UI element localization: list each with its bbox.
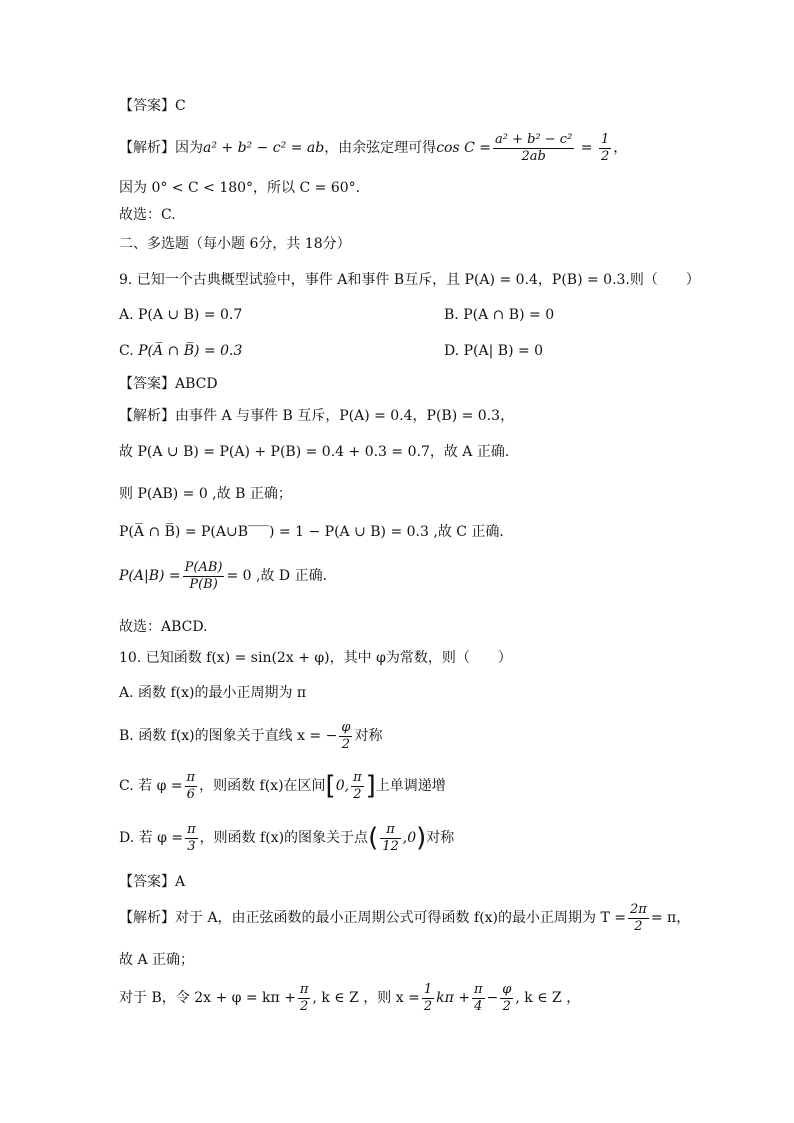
numerator: π xyxy=(299,981,309,997)
choice-q9: 故选：ABCD. xyxy=(119,619,208,635)
q9-analysis-4: P(A̅ ∩ B̅) = P(A∪B‾‾‾) = 1 − P(A ∪ B) = 0.3 ,故 C 正确. xyxy=(119,524,504,540)
numerator: 1 xyxy=(423,981,433,997)
fraction xyxy=(185,822,198,855)
interval-left: 0, xyxy=(335,778,350,794)
q10-option-d: D. 若 φ = $\frac{\pi}{3}$ ，则函数 f(x)的图象关于点( $\frac{\pi}{12}$ ,0)对称 xyxy=(119,821,455,854)
denominator: 2 xyxy=(298,998,311,1015)
numerator: 2π xyxy=(629,901,647,917)
point-right: ,0 xyxy=(402,830,417,846)
q9-analysis-1: 【解析】由事件 A 与事件 B 互斥，P(A) = 0.4，P(B) = 0.3， xyxy=(119,408,515,424)
answer-q8: 【答案】C xyxy=(119,98,186,114)
text: = 0 ,故 D 正确. xyxy=(226,568,328,584)
answer-q10: 【答案】A xyxy=(119,874,186,890)
denominator: P(B) xyxy=(183,576,225,593)
text: 对于 B，令 2x + φ = kπ + xyxy=(119,990,296,1006)
denominator: 6 xyxy=(185,786,198,803)
numerator: π xyxy=(187,821,196,837)
fraction xyxy=(500,982,513,1015)
denominator: 2 xyxy=(628,918,649,935)
fraction xyxy=(493,132,574,165)
fraction xyxy=(472,982,485,1015)
text: ，由余弦定理可得 xyxy=(324,140,437,156)
q9-option-a: A. P(A ∪ B) = 0.7 xyxy=(119,307,243,323)
numerator: π xyxy=(386,821,395,837)
numerator: φ xyxy=(502,981,512,997)
numerator: φ xyxy=(341,719,351,735)
q9-analysis-5 xyxy=(119,558,327,594)
fraction-half xyxy=(599,132,611,165)
numerator: a² + b² − c² xyxy=(494,131,573,147)
denominator: 3 xyxy=(185,838,198,855)
denominator: 2 xyxy=(339,736,352,753)
text: C. 若 φ = xyxy=(119,778,183,794)
q10-analysis-1 xyxy=(119,900,690,936)
analysis-q8: 【解析】因为a² + b² − c² = ab，由余弦定理可得cos C = $\frac{\text{a² + b² − c²}}{2ab}$ = $\frac{1}{2}$ ， xyxy=(119,131,628,164)
denominator: 2ab xyxy=(493,148,574,165)
analysis-label: 【解析】因为 xyxy=(119,140,203,156)
text: ， xyxy=(613,140,628,156)
text: , k ∈ Z ， xyxy=(515,990,581,1006)
numerator: 1 xyxy=(600,131,610,147)
q10-analysis-3 xyxy=(119,980,580,1016)
q9-analysis-2: 故 P(A ∪ B) = P(A) + P(B) = 0.4 + 0.3 = 0.7，故 A 正确. xyxy=(119,444,510,460)
text: D. 若 φ = xyxy=(119,830,184,846)
choice-q8: 故选：C. xyxy=(119,207,176,223)
text: P(A|B) = xyxy=(119,568,181,584)
denominator: 4 xyxy=(472,998,485,1015)
fraction xyxy=(298,982,311,1015)
q10-stem: 10. 已知函数 f(x) = sin(2x + φ)，其中 φ为常数，则（ ） xyxy=(119,650,512,666)
text: 对称 xyxy=(354,728,383,744)
text: 【解析】对于 A，由正弦函数的最小正周期公式可得函数 f(x)的最小正周期为 T = xyxy=(119,910,626,926)
fraction xyxy=(183,560,225,593)
q9-analysis-3: 则 P(AB) = 0 ,故 B 正确； xyxy=(119,486,292,502)
q10-option-c: C. 若 φ = $\frac{\pi}{6}$ ，则函数 f(x)在区间[0, $\frac{\pi}{2}$ ]上单调递增 xyxy=(119,769,446,802)
fraction xyxy=(339,720,352,753)
text: kπ + xyxy=(436,990,470,1006)
q9-stem: 9. 已知一个古典概型试验中，事件 A和事件 B互斥，且 P(A) = 0.4，P(B) = 0.3.则（ ） xyxy=(119,272,700,288)
numerator: π xyxy=(186,769,196,785)
fraction xyxy=(380,822,401,855)
equation: a² + b² − c² = ab xyxy=(203,140,325,156)
answer-q9: 【答案】ABCD xyxy=(119,376,218,392)
analysis-q8-line2: 因为 0° < C < 180°，所以 C = 60°. xyxy=(119,180,361,196)
numerator: P(AB) xyxy=(184,559,223,575)
q10-option-b xyxy=(119,718,382,754)
text: = π， xyxy=(650,910,691,926)
text: , k ∈ Z ，则 x = xyxy=(312,990,420,1006)
text: ，则函数 f(x)在区间 xyxy=(199,778,326,794)
denominator: 2 xyxy=(500,998,513,1015)
fraction xyxy=(628,902,649,935)
denominator: 12 xyxy=(382,838,399,854)
denominator: 2 xyxy=(423,998,433,1014)
q9-option-d: D. P(A| B) = 0 xyxy=(444,343,544,359)
text: 上单调递增 xyxy=(375,778,446,794)
fraction xyxy=(422,982,434,1015)
q10-option-a: A. 函数 f(x)的最小正周期为 π xyxy=(119,685,307,701)
q10-analysis-2: 故 A 正确； xyxy=(119,952,195,968)
section-title: 二、多选题（每小题 6分，共 18分） xyxy=(119,236,351,252)
q9-option-b: B. P(A ∩ B) = 0 xyxy=(444,307,555,323)
text: − xyxy=(486,990,499,1006)
label: C. xyxy=(119,343,139,359)
expr: P(A̅ ∩ B̅) = 0.3 xyxy=(138,343,243,359)
denominator: 2 xyxy=(600,148,610,164)
numerator: π xyxy=(353,769,362,785)
numerator: π xyxy=(473,981,483,997)
cos-expr: cos C = xyxy=(436,140,491,156)
q9-option-c xyxy=(119,341,242,361)
fraction xyxy=(185,770,198,803)
text: 对称 xyxy=(426,830,455,846)
text: ，则函数 f(x)的图象关于点 xyxy=(199,830,369,846)
fraction xyxy=(351,770,364,803)
denominator: 2 xyxy=(351,786,364,803)
text: B. 函数 f(x)的图象关于直线 x = − xyxy=(119,728,338,744)
